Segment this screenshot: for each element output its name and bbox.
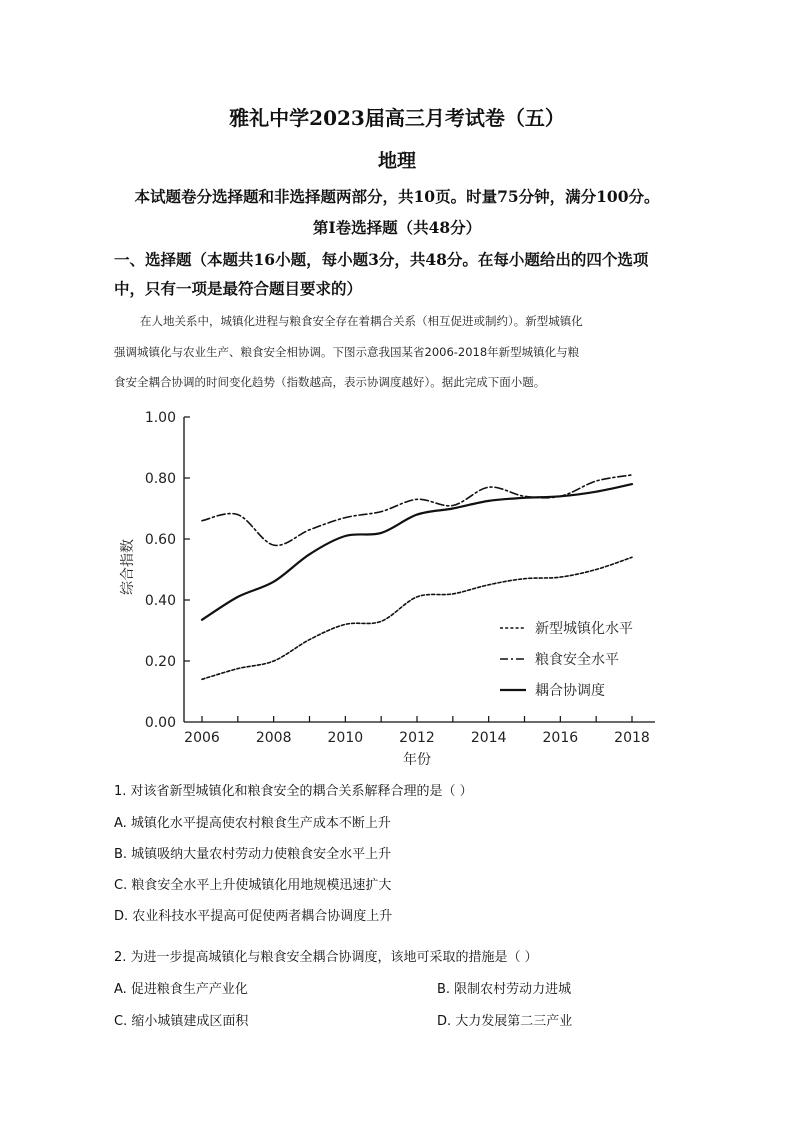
material-line3: 食安全耦合协调的时间变化趋势（指数越高，表示协调度越好）。据此完成下面小题。: [114, 375, 546, 389]
question-1-option-b[interactable]: B. 城镇吸纳大量农村劳动力使粮食安全水平上升: [114, 847, 392, 862]
material-line2: 强调城镇化与农业生产、粮食安全相协调。下图示意我国某省2006-2018年新型城镇化与粮: [114, 345, 580, 359]
exam-intro: 本试题卷分选择题和非选择题两部分，共10页。时量75分钟，满分100分。: [134, 187, 660, 206]
y-axis-label: 综合指数: [120, 539, 136, 595]
section-heading-line1: 一、选择题（本题共16小题，每小题3分，共48分。在每小题给出的四个选项: [114, 250, 649, 269]
exam-title: 雅礼中学2023届高三月考试卷（五）: [229, 106, 565, 130]
x-tick-label: 2016: [542, 730, 579, 746]
y-tick-label: 0.20: [144, 654, 176, 670]
series-line-2: [202, 484, 632, 620]
series-line-1: [202, 475, 632, 546]
x-axis-label: 年份: [403, 752, 431, 768]
question-2-stem: 2. 为进一步提高城镇化与粮食安全耦合协调度，该地可采取的措施是（ ）: [114, 950, 538, 965]
x-tick-label: 2014: [470, 730, 507, 746]
question-2-option-a[interactable]: A. 促进粮食生产产业化: [114, 982, 248, 997]
y-tick-label: 0.00: [144, 715, 176, 731]
subject-title: 地理: [377, 150, 416, 172]
question-1-option-d[interactable]: D. 农业科技水平提高可促使两者耦合协调度上升: [114, 909, 393, 924]
part-title: 第I卷选择题（共48分）: [312, 218, 482, 237]
y-tick-label: 0.60: [144, 532, 176, 548]
question-2-option-b[interactable]: B. 限制农村劳动力进城: [437, 982, 572, 997]
y-tick-label: 0.80: [144, 471, 176, 487]
material-line1: 在人地关系中，城镇化进程与粮食安全存在着耦合关系（相互促进或制约）。新型城镇化: [140, 314, 583, 328]
x-tick-label: 2012: [399, 730, 435, 746]
x-tick-label: 2010: [327, 730, 364, 746]
y-tick-label: 0.40: [144, 593, 176, 609]
x-tick-label: 2018: [614, 730, 650, 746]
x-tick-label: 2008: [255, 730, 292, 746]
section-heading-line2: 中，只有一项是最符合题目要求的）: [114, 279, 363, 298]
question-1-stem: 1. 对该省新型城镇化和粮食安全的耦合关系解释合理的是（ ）: [114, 784, 473, 799]
legend-label: 新型城镇化水平: [535, 621, 633, 637]
chart-legend: [500, 620, 633, 699]
question-2-option-c[interactable]: C. 缩小城镇建成区面积: [114, 1014, 249, 1029]
chart-axes: [184, 417, 655, 722]
question-2-option-d[interactable]: D. 大力发展第二三产业: [437, 1014, 573, 1029]
legend-label: 耦合协调度: [535, 683, 605, 699]
x-tick-label: 2006: [184, 730, 220, 746]
legend-label: 粮食安全水平: [535, 652, 619, 668]
y-tick-label: 1.00: [144, 410, 176, 426]
coupling-line-chart: [110, 402, 670, 772]
question-1-option-c[interactable]: C. 粮食安全水平上升使城镇化用地规模迅速扩大: [114, 878, 392, 893]
question-1-option-a[interactable]: A. 城镇化水平提高使农村粮食生产成本不断上升: [114, 816, 391, 831]
